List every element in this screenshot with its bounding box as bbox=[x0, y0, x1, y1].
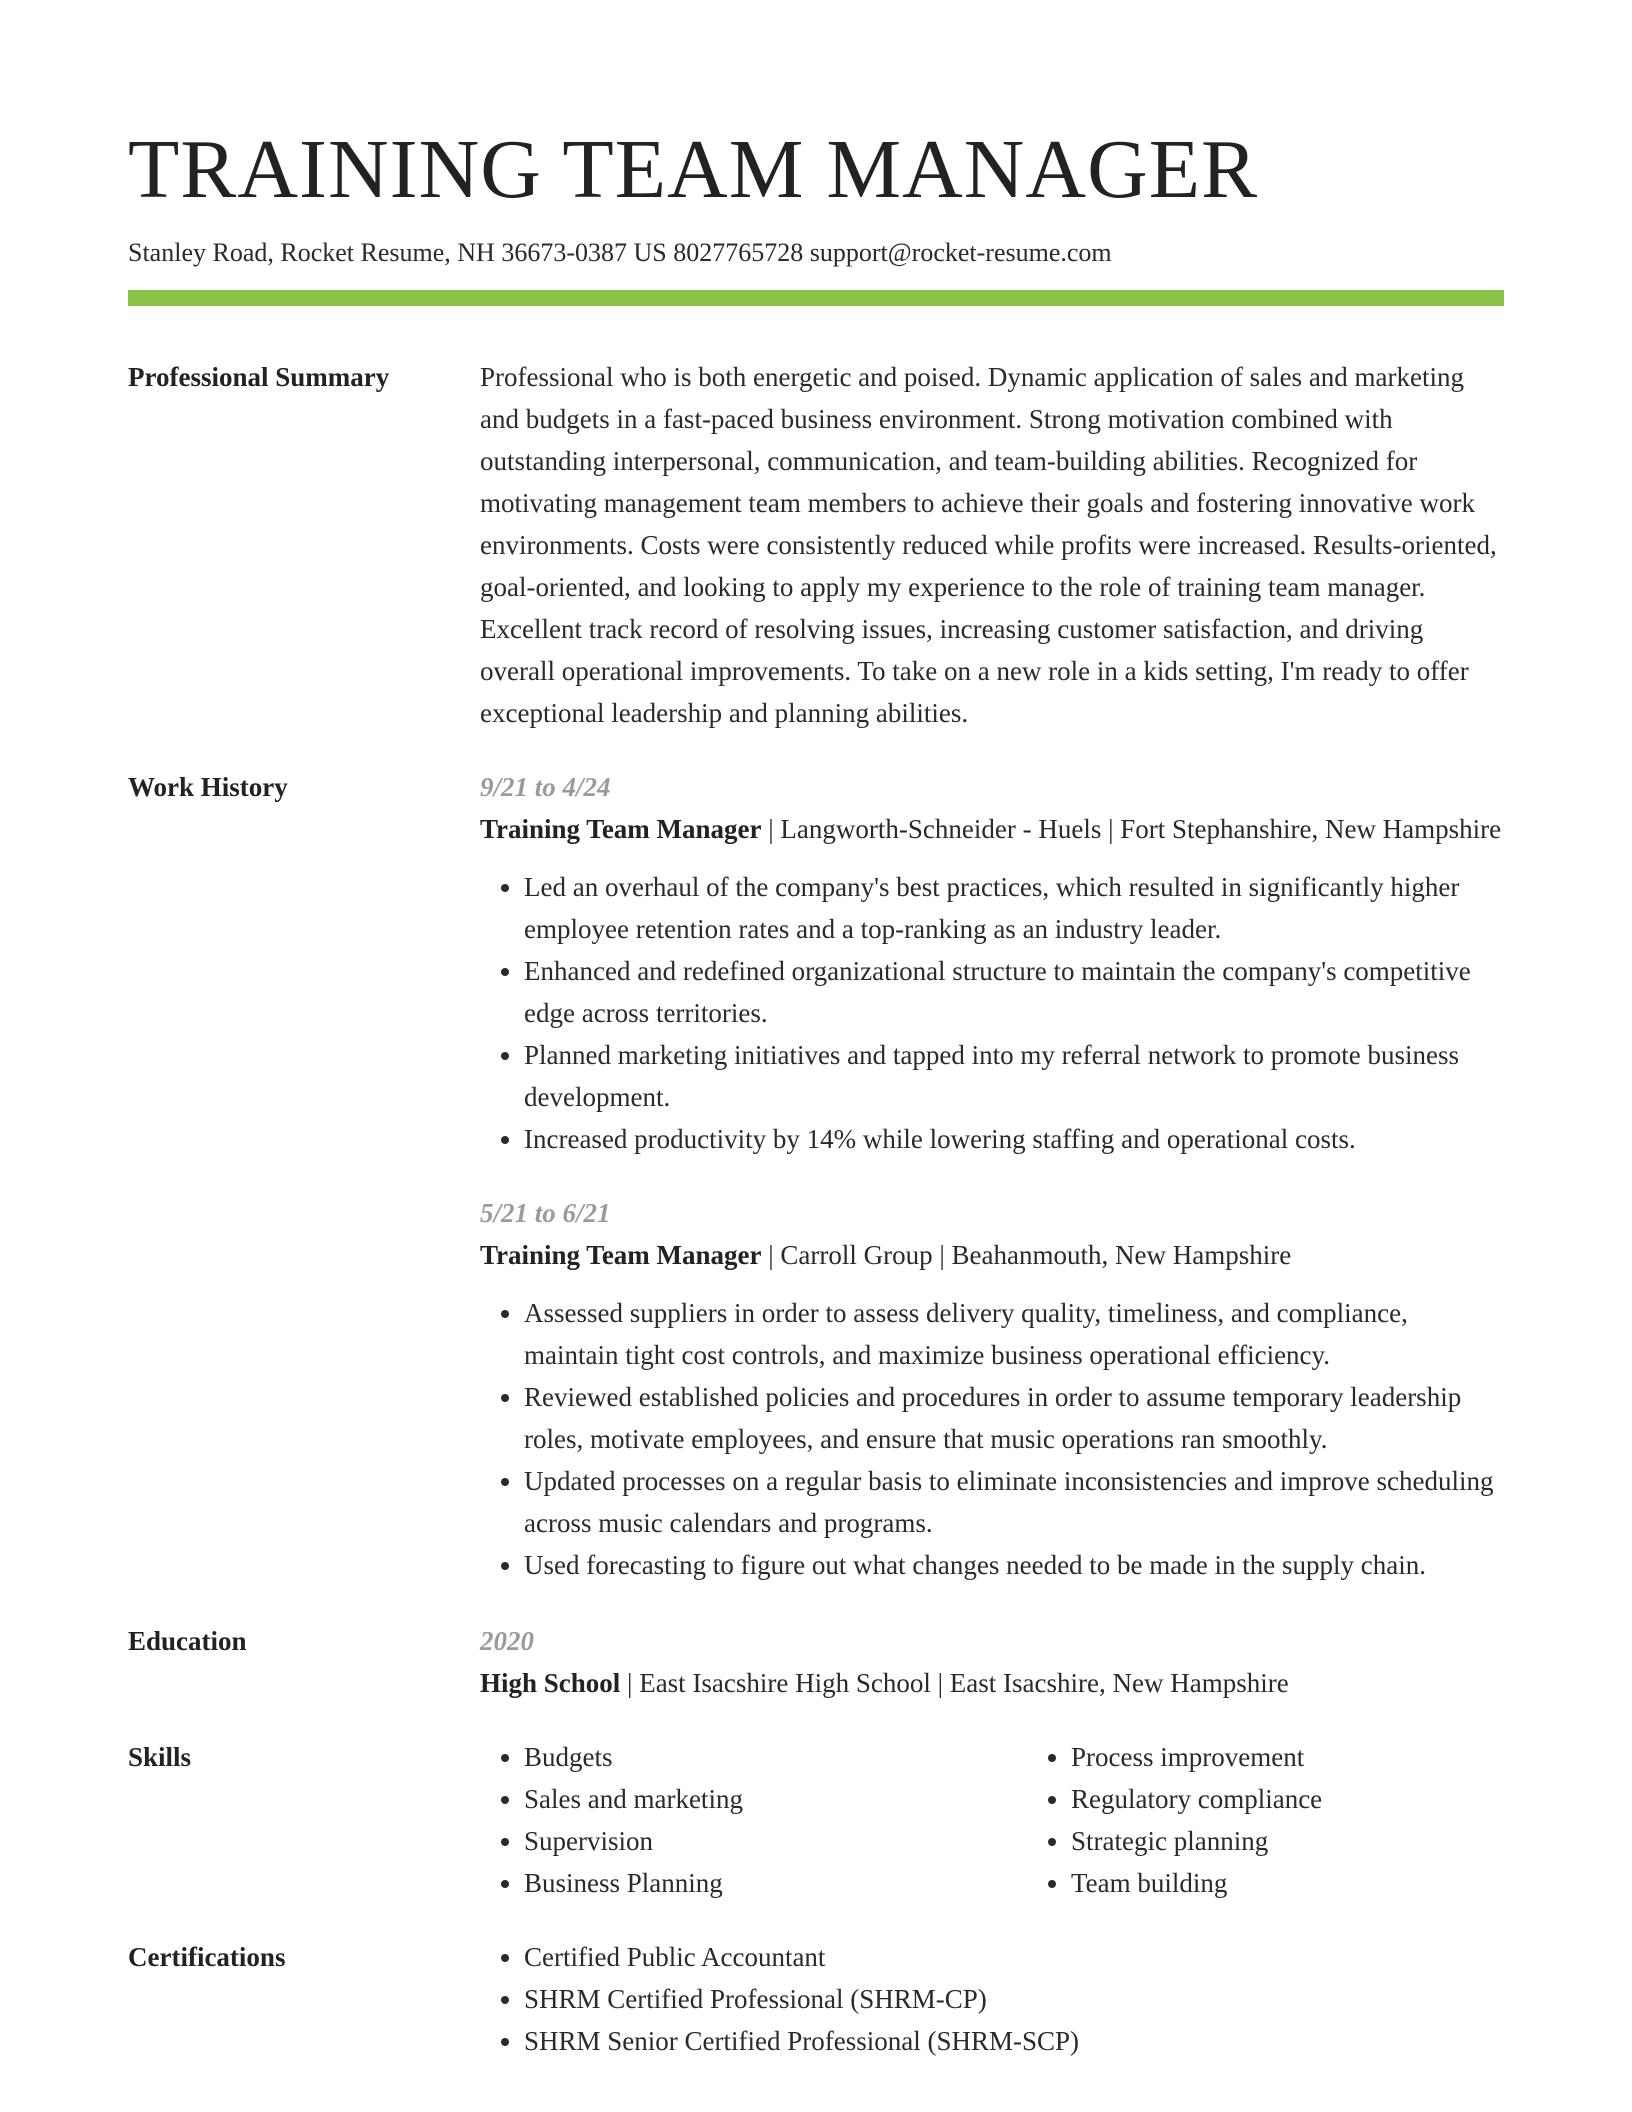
job-entry bbox=[480, 766, 1504, 1160]
section-label-education: Education bbox=[128, 1626, 247, 1656]
job-dates: 5/21 to 6/21 bbox=[480, 1198, 611, 1228]
certification-item: • SHRM Certified Professional (SHRM-CP) bbox=[524, 1978, 1504, 2020]
certification-item: • SHRM Senior Certified Professional (SHRM-SCP) bbox=[524, 2020, 1504, 2062]
skill-item: • Budgets bbox=[524, 1736, 1027, 1778]
section-label-work-history: Work History bbox=[128, 772, 288, 802]
education-section bbox=[128, 1620, 1504, 1704]
job-bullet: • Led an overhaul of the company's best practices, which resulted in significantly higher employee retention rates and a top-ranking as an industry leader. bbox=[524, 866, 1504, 950]
summary-section bbox=[128, 356, 1504, 734]
work-history-body bbox=[480, 766, 1504, 1586]
job-details: | Langworth-Schneider - Huels | Fort Stephanshire, New Hampshire bbox=[761, 814, 1502, 844]
certifications-list bbox=[480, 1936, 1504, 2062]
education-dates: 2020 bbox=[480, 1626, 534, 1656]
accent-divider bbox=[128, 290, 1504, 306]
work-history-section bbox=[128, 766, 1504, 1586]
education-degree: High School bbox=[480, 1668, 621, 1698]
job-entry bbox=[480, 1192, 1504, 1586]
section-label-summary: Professional Summary bbox=[128, 362, 390, 392]
skill-item: • Team building bbox=[1071, 1862, 1574, 1904]
education-heading bbox=[480, 1662, 1504, 1704]
job-heading bbox=[480, 808, 1504, 850]
job-bullet: • Increased productivity by 14% while lowering staffing and operational costs. bbox=[524, 1118, 1504, 1160]
job-bullet: • Assessed suppliers in order to assess delivery quality, timeliness, and compliance, maintain tight cost controls, and maximize business operational efficiency. bbox=[524, 1292, 1504, 1376]
education-details: | East Isacshire High School | East Isacshire, New Hampshire bbox=[620, 1668, 1289, 1698]
skills-section bbox=[128, 1736, 1504, 1904]
summary-text: Professional who is both energetic and poised. Dynamic application of sales and marketing and budgets in a fast-paced business environment. Strong motivation combined with outstanding interpersonal, communication, and team-building abilities. Recognized for motivating management team members to achieve their goals and fostering innovative work environments. Costs were consistently reduced while profits were increased. Results-oriented, goal-oriented, and looking to apply my experience to the role of training team manager. Excellent track record of resolving issues, increasing customer satisfaction, and driving overall operational improvements. To take on a new role in a kids setting, I'm ready to offer exceptional leadership and planning abilities. bbox=[480, 362, 1497, 728]
skill-item: • Business Planning bbox=[524, 1862, 1027, 1904]
contact-line: Stanley Road, Rocket Resume, NH 36673-0387 US 8027765728 support@rocket-resume.com bbox=[128, 238, 1112, 267]
job-bullet: • Planned marketing initiatives and tapped into my referral network to promote business development. bbox=[524, 1034, 1504, 1118]
certifications-body bbox=[480, 1936, 1504, 2062]
resume-page bbox=[128, 0, 1504, 2062]
job-details: | Carroll Group | Beahanmouth, New Hampshire bbox=[761, 1240, 1292, 1270]
job-dates: 9/21 to 4/24 bbox=[480, 772, 611, 802]
skills-list-right bbox=[1027, 1736, 1574, 1904]
skills-list-left bbox=[480, 1736, 1027, 1904]
job-bullet: • Enhanced and redefined organizational structure to maintain the company's competitive edge across territories. bbox=[524, 950, 1504, 1034]
section-label-skills: Skills bbox=[128, 1742, 192, 1772]
skill-item: • Supervision bbox=[524, 1820, 1027, 1862]
certification-item: • Certified Public Accountant bbox=[524, 1936, 1504, 1978]
skills-body bbox=[480, 1736, 1574, 1904]
job-title: Training Team Manager bbox=[480, 1240, 762, 1270]
skill-item: • Process improvement bbox=[1071, 1736, 1574, 1778]
job-heading bbox=[480, 1234, 1504, 1276]
resume-title: TRAINING TEAM MANAGER bbox=[128, 123, 1259, 216]
skill-item: • Sales and marketing bbox=[524, 1778, 1027, 1820]
skill-item: • Regulatory compliance bbox=[1071, 1778, 1574, 1820]
education-body bbox=[480, 1620, 1504, 1704]
section-label-certifications: Certifications bbox=[128, 1942, 286, 1972]
job-bullet: • Updated processes on a regular basis to eliminate inconsistencies and improve scheduling across music calendars and programs. bbox=[524, 1460, 1504, 1544]
skill-item: • Strategic planning bbox=[1071, 1820, 1574, 1862]
job-bullet: • Used forecasting to figure out what changes needed to be made in the supply chain. bbox=[524, 1544, 1504, 1586]
job-bullets bbox=[480, 1292, 1504, 1586]
certifications-section bbox=[128, 1936, 1504, 2062]
job-title: Training Team Manager bbox=[480, 814, 762, 844]
job-bullet: • Reviewed established policies and procedures in order to assume temporary leadership roles, motivate employees, and ensure that music operations ran smoothly. bbox=[524, 1376, 1504, 1460]
job-bullets bbox=[480, 866, 1504, 1160]
